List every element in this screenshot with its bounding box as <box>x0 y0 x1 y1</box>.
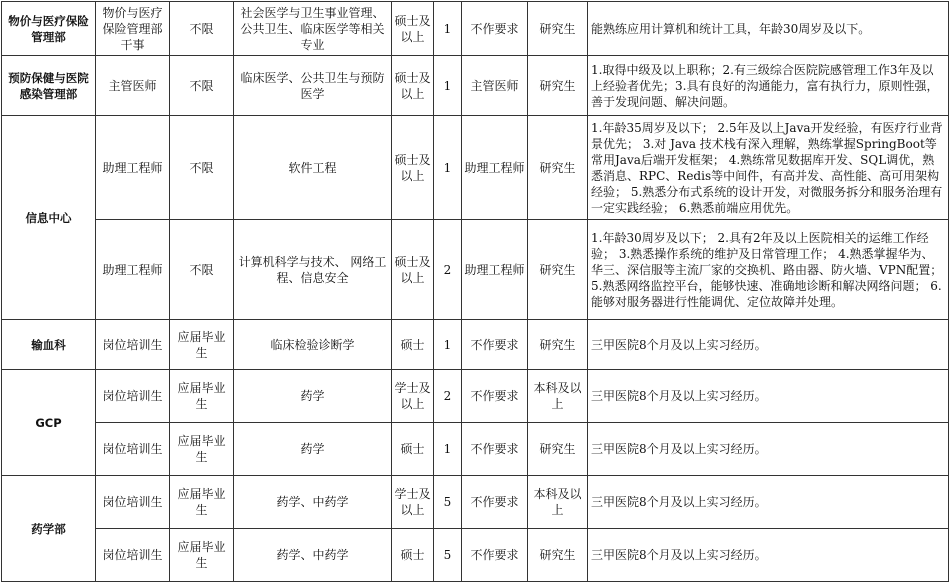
department-cell: 预防保健与医院感染管理部 <box>2 56 96 116</box>
education-cell: 研究生 <box>528 56 588 116</box>
source-cell: 不限 <box>170 220 234 320</box>
degree-cell: 硕士及以上 <box>392 56 434 116</box>
source-cell: 不限 <box>170 116 234 220</box>
title-cell: 主管医师 <box>462 56 528 116</box>
source-cell: 不限 <box>170 56 234 116</box>
title-cell: 不作要求 <box>462 476 528 529</box>
table-row <box>2 370 949 423</box>
requirements-cell: 三甲医院8个月及以上实习经历。 <box>588 529 949 582</box>
count-cell: 2 <box>434 370 462 423</box>
requirements-cell: 三甲医院8个月及以上实习经历。 <box>588 476 949 529</box>
major-cell: 临床医学、公共卫生与预防医学 <box>234 56 392 116</box>
requirements-cell: 1.年龄30周岁及以下； 2.具有2年及以上医院相关的运维工作经验； 3.熟悉操作系统的维护及日常管理工作； 4.熟悉掌握华为、华三、深信服等主流厂家的交换机、路由器、防火墙、VPN配置； 5.熟悉网络监控平台，能够快速、准确地诊断和解决网络问题； 6.能够对服务器进行性能调优、定位故障并处理。 <box>588 220 949 320</box>
source-cell: 应届毕业生 <box>170 476 234 529</box>
degree-cell: 硕士及以上 <box>392 220 434 320</box>
count-cell: 5 <box>434 476 462 529</box>
table-row <box>2 220 949 320</box>
requirements-cell: 1.取得中级及以上职称；2.有三级综合医院院感管理工作3年及以上经验者优先；3.具有良好的沟通能力，富有执行力，原则性强，善于发现问题、解决问题。 <box>588 56 949 116</box>
education-cell: 研究生 <box>528 220 588 320</box>
source-cell: 应届毕业生 <box>170 423 234 476</box>
requirements-cell: 能熟练应用计算机和统计工具，年龄30周岁及以下。 <box>588 2 949 56</box>
position-cell: 岗位培训生 <box>96 320 170 370</box>
department-cell: 信息中心 <box>2 116 96 320</box>
title-cell: 不作要求 <box>462 529 528 582</box>
degree-cell: 硕士及以上 <box>392 116 434 220</box>
title-cell: 不作要求 <box>462 320 528 370</box>
position-cell: 主管医师 <box>96 56 170 116</box>
title-cell: 不作要求 <box>462 423 528 476</box>
count-cell: 5 <box>434 529 462 582</box>
major-cell: 药学、中药学 <box>234 476 392 529</box>
count-cell: 1 <box>434 56 462 116</box>
position-cell: 岗位培训生 <box>96 423 170 476</box>
major-cell: 软件工程 <box>234 116 392 220</box>
table-row <box>2 529 949 582</box>
count-cell: 1 <box>434 423 462 476</box>
requirements-cell: 三甲医院8个月及以上实习经历。 <box>588 423 949 476</box>
major-cell: 药学 <box>234 423 392 476</box>
degree-cell: 学士及以上 <box>392 370 434 423</box>
source-cell: 应届毕业生 <box>170 529 234 582</box>
count-cell: 2 <box>434 220 462 320</box>
major-cell: 计算机科学与技术、 网络工程、信息安全 <box>234 220 392 320</box>
position-cell: 岗位培训生 <box>96 529 170 582</box>
table-row <box>2 56 949 116</box>
source-cell: 应届毕业生 <box>170 370 234 423</box>
table-row <box>2 116 949 220</box>
major-cell: 社会医学与卫生事业管理、公共卫生、临床医学等相关专业 <box>234 2 392 56</box>
position-cell: 物价与医疗保险管理部干事 <box>96 2 170 56</box>
education-cell: 研究生 <box>528 320 588 370</box>
table-row <box>2 476 949 529</box>
title-cell: 助理工程师 <box>462 220 528 320</box>
recruitment-table <box>1 1 949 582</box>
title-cell: 不作要求 <box>462 2 528 56</box>
table-row <box>2 320 949 370</box>
position-cell: 助理工程师 <box>96 116 170 220</box>
education-cell: 本科及以上 <box>528 476 588 529</box>
education-cell: 研究生 <box>528 529 588 582</box>
education-cell: 研究生 <box>528 116 588 220</box>
position-cell: 岗位培训生 <box>96 370 170 423</box>
department-cell: GCP <box>2 370 96 476</box>
requirements-cell: 1.年龄35周岁及以下； 2.5年及以上Java开发经验，有医疗行业背景优先； 3.对 Java 技术栈有深入理解，熟练掌握SpringBoot等常用Java后端开发框架； 4.熟练常见数据库开发、SQL调优，熟悉消息、RPC、Redis等中间件，有高并发、高性能、高可用架构经验； 5.熟悉分布式系统的设计开发，对微服务拆分和服务治理有一定实践经验； 6.熟悉前端应用优先。 <box>588 116 949 220</box>
requirements-cell: 三甲医院8个月及以上实习经历。 <box>588 320 949 370</box>
position-cell: 助理工程师 <box>96 220 170 320</box>
education-cell: 研究生 <box>528 423 588 476</box>
title-cell: 助理工程师 <box>462 116 528 220</box>
department-cell: 输血科 <box>2 320 96 370</box>
table-row <box>2 423 949 476</box>
major-cell: 药学、中药学 <box>234 529 392 582</box>
education-cell: 本科及以上 <box>528 370 588 423</box>
table-row <box>2 2 949 56</box>
degree-cell: 硕士 <box>392 529 434 582</box>
count-cell: 1 <box>434 320 462 370</box>
education-cell: 研究生 <box>528 2 588 56</box>
source-cell: 应届毕业生 <box>170 320 234 370</box>
degree-cell: 学士及以上 <box>392 476 434 529</box>
department-cell: 药学部 <box>2 476 96 582</box>
degree-cell: 硕士 <box>392 320 434 370</box>
degree-cell: 硕士及以上 <box>392 2 434 56</box>
count-cell: 1 <box>434 116 462 220</box>
source-cell: 不限 <box>170 2 234 56</box>
count-cell: 1 <box>434 2 462 56</box>
position-cell: 岗位培训生 <box>96 476 170 529</box>
requirements-cell: 三甲医院8个月及以上实习经历。 <box>588 370 949 423</box>
department-cell: 物价与医疗保险管理部 <box>2 2 96 56</box>
major-cell: 药学 <box>234 370 392 423</box>
degree-cell: 硕士 <box>392 423 434 476</box>
title-cell: 不作要求 <box>462 370 528 423</box>
major-cell: 临床检验诊断学 <box>234 320 392 370</box>
